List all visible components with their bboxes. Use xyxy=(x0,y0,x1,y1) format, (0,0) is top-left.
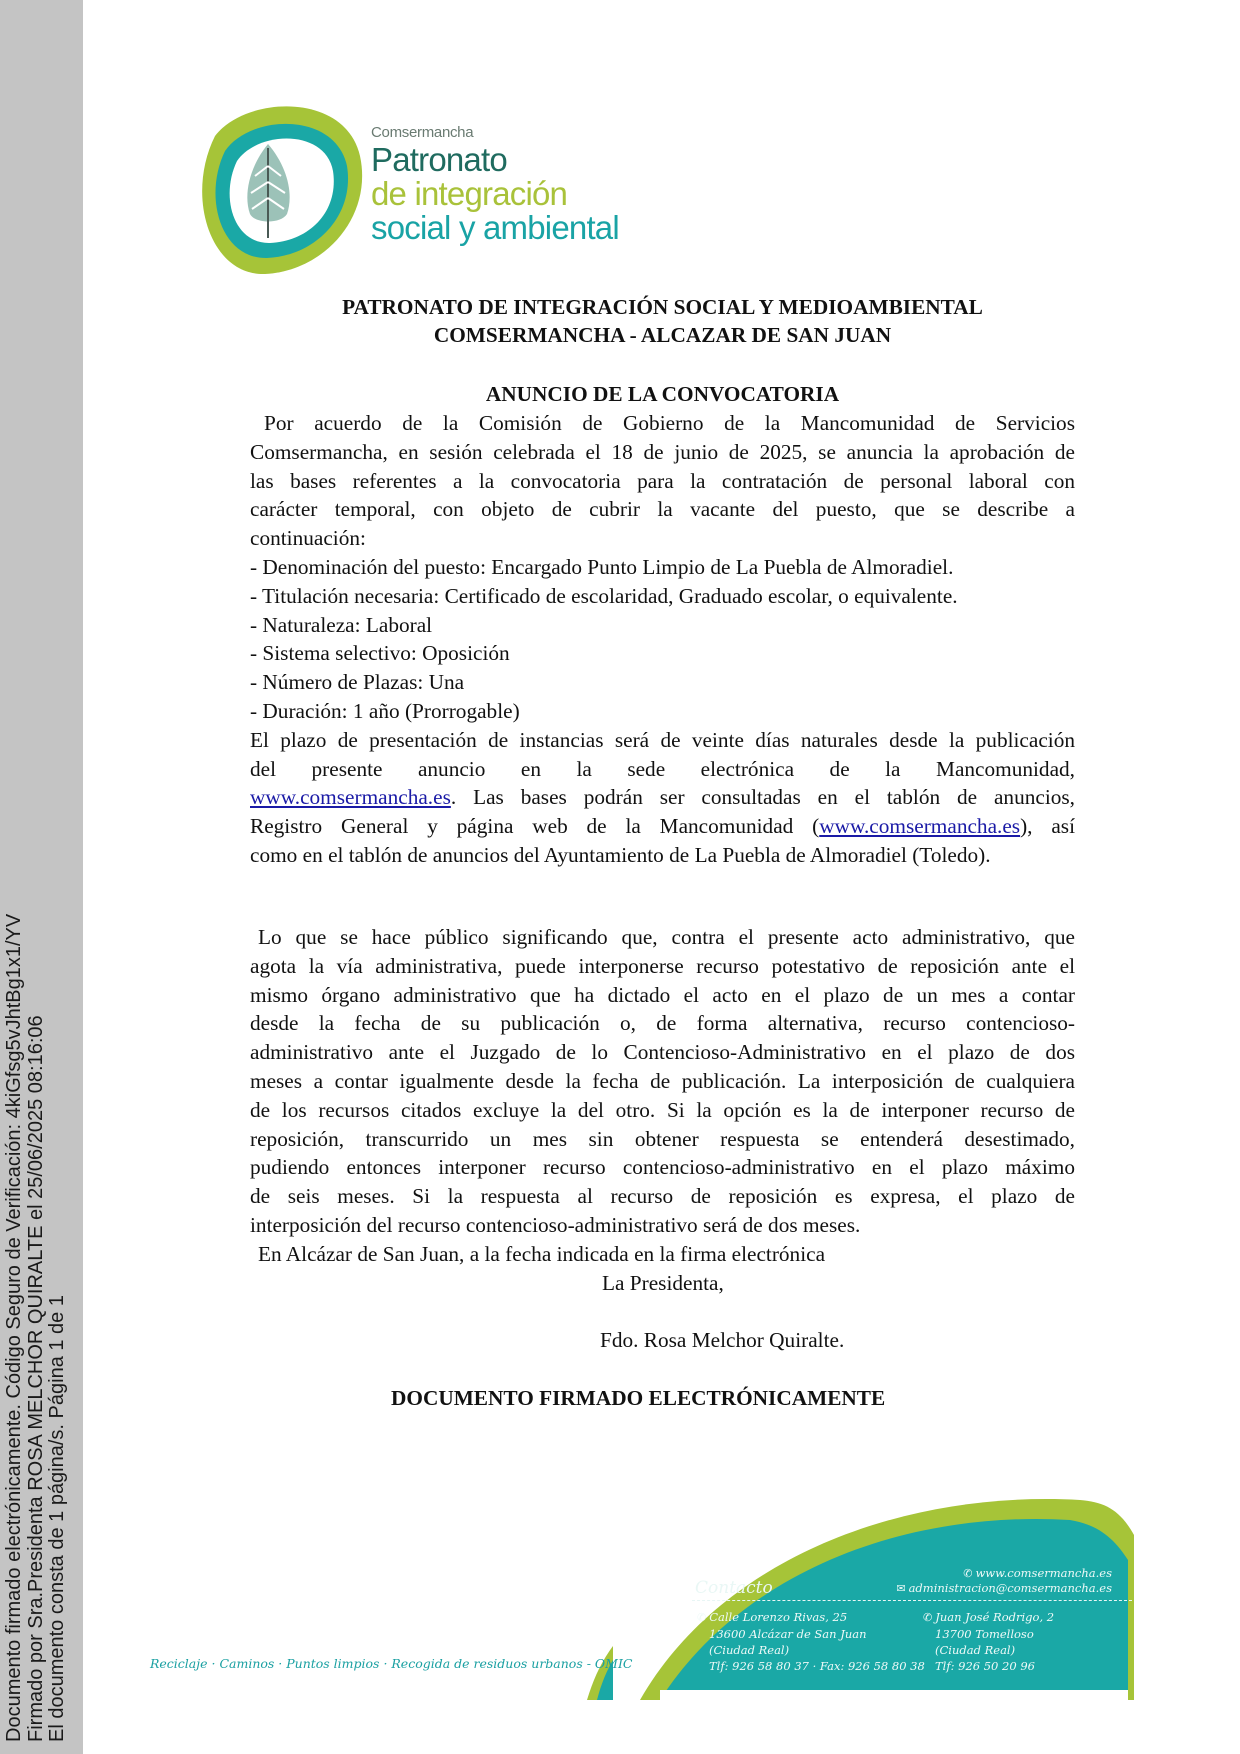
plazo-line xyxy=(250,783,1075,812)
recurso-line: de seis meses. Si la respuesta al recurso de reposición es expresa, el plazo de xyxy=(250,1184,1075,1209)
recurso-line: interposición del recurso contencioso-administrativo será de dos meses. xyxy=(250,1212,861,1237)
stamp-line: Documento firmado electrónicamente. Código Seguro de Verificación: 4kiGfsg5vJhtBg1x1/YV xyxy=(3,913,25,1742)
announcement-body xyxy=(250,409,1075,870)
logo-line-3: social y ambiental xyxy=(371,209,619,246)
list-item: - Denominación del puesto: Encargado Punto Limpio de La Puebla de Almoradiel. xyxy=(250,554,954,579)
logo-wordmark xyxy=(371,124,619,245)
intro-line: las bases referentes a la convocatoria para la contratación de personal laboral con xyxy=(250,468,1075,493)
list-item: - Sistema selectivo: Oposición xyxy=(250,641,510,666)
signature-stamp xyxy=(0,742,75,1742)
recurso-line: agota la vía administrativa, puede interponerse recurso potestativo de reposición ante el xyxy=(250,953,1075,978)
website-link[interactable]: www.comsermancha.es xyxy=(819,814,1021,839)
office-alcazar xyxy=(697,1609,925,1674)
electronic-signature-note: DOCUMENTO FIRMADO ELECTRÓNICAMENTE xyxy=(391,1385,886,1410)
contact-heading: Contacto xyxy=(695,1578,773,1598)
phone-icon: ✆ xyxy=(697,1611,707,1624)
plazo-text: . Las bases podrán ser consultadas en el tablón de anuncios, xyxy=(450,785,1075,810)
office-tomelloso xyxy=(923,1609,1054,1674)
recurso-line: desde la fecha de su publicación o, de forma alternativa, recurso contencioso- xyxy=(250,1011,1075,1036)
list-item: - Duración: 1 año (Prorrogable) xyxy=(250,698,520,723)
plazo-line: del presente anuncio en la sede electrónica de la Mancomunidad, xyxy=(250,756,1075,781)
mail-icon: ✉ xyxy=(896,1582,906,1595)
plazo-line xyxy=(250,812,1075,841)
address-line: 13600 Alcázar de San Juan xyxy=(709,1627,867,1641)
patronato-logo xyxy=(195,96,655,276)
address-line: (Ciudad Real) xyxy=(935,1643,1016,1657)
logo-line-1: Patronato xyxy=(371,141,507,178)
address-line: 13700 Tomelloso xyxy=(935,1627,1034,1641)
document-header xyxy=(250,293,1075,349)
address-line: Juan José Rodrigo, 2 xyxy=(935,1610,1055,1624)
footer-email[interactable]: administracion@comsermancha.es xyxy=(908,1581,1112,1595)
recurso-line: reposición, transcurrido un mes sin obtener respuesta se entenderá desestimado, xyxy=(250,1126,1075,1151)
recurso-line: Lo que se hace público significando que, contra el presente acto administrativo, que xyxy=(258,925,1075,949)
recurso-line: pudiendo entonces interponer recurso contencioso-administrativo en el plazo máximo xyxy=(250,1155,1075,1180)
intro-line: carácter temporal, con objeto de cubrir la vacante del puesto, que se describe a xyxy=(250,497,1075,522)
recurso-line: de los recursos citados excluye la del otro. Si la opción es la de interponer recurso de xyxy=(250,1097,1075,1122)
header-line-1: PATRONATO DE INTEGRACIÓN SOCIAL Y MEDIOAMBIENTAL xyxy=(342,295,983,319)
recurso-paragraph xyxy=(250,923,1075,1240)
recurso-line: administrativo ante el Juzgado de lo Contencioso-Administrativo en el plazo de dos xyxy=(250,1040,1075,1065)
contact-online xyxy=(896,1566,1112,1596)
address-line: (Ciudad Real) xyxy=(709,1643,790,1657)
recurso-line: mismo órgano administrativo que ha dictado el acto en el plazo de un mes a contar xyxy=(250,982,1075,1007)
intro-line: Por acuerdo de la Comisión de Gobierno de la Mancomunidad de Servicios xyxy=(264,411,1075,435)
website-link[interactable]: www.comsermancha.es xyxy=(250,785,451,810)
announcement-title: ANUNCIO DE LA CONVOCATORIA xyxy=(485,382,840,406)
contact-divider xyxy=(692,1600,1132,1601)
phone-icon: ✆ xyxy=(923,1611,933,1624)
recurso-line: meses a contar igualmente desde la fecha de publicación. La interposición de cualquiera xyxy=(250,1068,1075,1093)
address-line: Calle Lorenzo Rivas, 25 xyxy=(709,1610,848,1624)
intro-line: Comsermancha, en sesión celebrada el 18 de junio de 2025, se anuncia la aprobación de xyxy=(250,439,1075,464)
list-item: - Naturaleza: Laboral xyxy=(250,612,433,637)
address-line: Tlf: 926 50 20 96 xyxy=(935,1659,1035,1673)
signer-role: La Presidenta, xyxy=(602,1270,724,1295)
phone-icon: ✆ xyxy=(963,1567,973,1580)
logo-line-2: de integración xyxy=(371,175,568,212)
stamp-line: Firmado por Sra.Presidenta ROSA MELCHOR QUIRALTE el 25/06/2025 08:16:06 xyxy=(24,1015,47,1742)
closing-block xyxy=(250,1240,1075,1413)
logo-small-text: Comsermancha xyxy=(371,124,474,141)
footer-web[interactable]: www.comsermancha.es xyxy=(975,1566,1112,1580)
list-item: - Número de Plazas: Una xyxy=(250,670,465,695)
intro-line: continuación: xyxy=(250,526,366,551)
plazo-text: ), así xyxy=(1020,814,1075,839)
address-line: Tlf: 926 58 80 37 · Fax: 926 58 80 38 xyxy=(709,1659,925,1673)
header-line-2: COMSERMANCHA - ALCAZAR DE SAN JUAN xyxy=(433,323,892,347)
plazo-text: Registro General y página web de la Mancomunidad ( xyxy=(250,814,820,839)
leaf-emblem-icon xyxy=(195,96,365,276)
services-tagline: Reciclaje · Caminos · Puntos limpios · Recogida de residuos urbanos - OMIC xyxy=(150,1656,633,1671)
plazo-line: como en el tablón de anuncios del Ayuntamiento de La Puebla de Almoradiel (Toledo). xyxy=(250,842,991,867)
plazo-line: El plazo de presentación de instancias será de veinte días naturales desde la publicación xyxy=(250,727,1075,752)
list-item: - Titulación necesaria: Certificado de escolaridad, Graduado escolar, o equivalente. xyxy=(250,583,958,608)
stamp-line: El documento consta de 1 página/s. Página 1 de 1 xyxy=(46,1295,68,1742)
place-date: En Alcázar de San Juan, a la fecha indicada en la firma electrónica xyxy=(258,1242,826,1266)
signer-name: Fdo. Rosa Melchor Quiralte. xyxy=(600,1328,845,1353)
